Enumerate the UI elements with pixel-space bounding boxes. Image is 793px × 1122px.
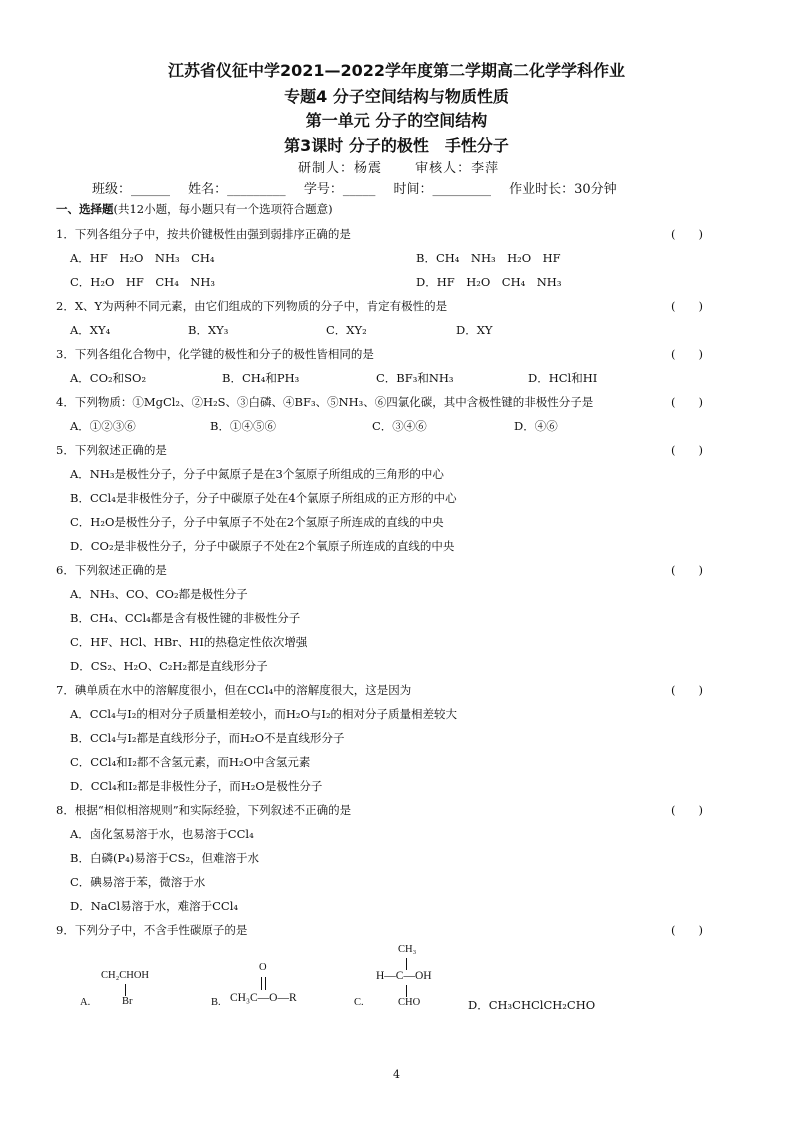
lesson-title: 第3课时 分子的极性 手性分子	[284, 136, 509, 155]
unit-title: 第一单元 分子的空间结构	[305, 111, 488, 130]
q6-option-c: C．HF、HCl、HBr、HI的热稳定性依次增强	[70, 635, 308, 649]
q9-option-a-label: A.	[80, 997, 91, 1008]
q4-option-c: C．③④⑥	[372, 419, 427, 433]
q6-option-b: B．CH₄、CCl₄都是含有极性键的非极性分子	[70, 611, 301, 625]
answer-paren-7[interactable]: ( )	[671, 683, 703, 697]
q2-option-d: D．XY	[456, 323, 493, 337]
q5-option-c: C．H₂O是极性分子，分子中氧原子不处在2个氢原子所连成的直线的中央	[70, 515, 444, 529]
q6-option-a: A．NH₃、CO、CO₂都是极性分子	[70, 587, 248, 601]
question-4-stem: 4．下列物质：①MgCl₂、②H₂S、③白磷、④BF₃、⑤NH₃、⑥四氯化碳，其中含极性键的非极性分子是	[56, 395, 594, 409]
name-field[interactable]: 姓名：_________	[188, 182, 286, 197]
section-label: 一、选择题	[56, 202, 114, 216]
author: 研制人：杨震	[298, 161, 383, 176]
school-title: 江苏省仪征中学2021—2022学年度第二学期高二化学学科作业	[167, 61, 626, 80]
answer-paren-8[interactable]: ( )	[671, 803, 703, 817]
q4-option-b: B．①④⑤⑥	[210, 419, 276, 433]
question-7-stem: 7．碘单质在水中的溶解度很小，但在CCl₄中的溶解度很大，这是因为	[56, 683, 412, 697]
id-field[interactable]: 学号：_____	[303, 182, 376, 197]
q1-option-b: B．CH₄ NH₃ H₂O HF	[416, 251, 561, 265]
q7-option-c: C．CCl₄和I₂都不含氢元素，而H₂O中含氢元素	[70, 755, 311, 769]
q9-option-c-bottom: CHO	[398, 997, 421, 1008]
q9-option-c-bond-bottom	[406, 985, 407, 997]
q9-option-a-bond	[125, 984, 126, 996]
q9-option-b-double-bond-left	[261, 977, 262, 990]
q9-option-c-middle: H—C—OH	[376, 970, 432, 982]
question-9-stem: 9．下列分子中，不含手性碳原子的是	[56, 923, 248, 937]
q8-option-a: A．卤化氢易溶于水，也易溶于CCl₄	[70, 827, 254, 841]
answer-paren-4[interactable]: ( )	[671, 395, 703, 409]
time-field[interactable]: 时间：_________	[393, 182, 491, 197]
question-8-stem: 8．根据“相似相溶规则”和实际经验，下列叙述不正确的是	[56, 803, 352, 817]
q9-option-c-label: C.	[354, 997, 364, 1008]
q9-option-d: D．CH₃CHClCH₂CHO	[468, 998, 596, 1012]
section-heading	[56, 201, 333, 217]
q9-option-a-substituent: Br	[122, 996, 133, 1007]
reviewer: 审核人：李萍	[415, 161, 500, 176]
q9-option-c-top: CH₃	[398, 944, 417, 955]
topic-title: 专题4 分子空间结构与物质性质	[284, 87, 509, 106]
q3-option-a: A．CO₂和SO₂	[70, 371, 147, 385]
q7-option-d: D．CCl₄和I₂都是非极性分子，而H₂O是极性分子	[70, 779, 323, 793]
q7-option-a: A．CCl₄与I₂的相对分子质量相差较小，而H₂O与I₂的相对分子质量相差较大	[70, 707, 458, 721]
q4-option-a: A．①②③⑥	[70, 419, 136, 433]
section-note: (共12小题，每小题只有一个选项符合题意)	[113, 202, 333, 216]
q9-option-a-chain: CH₂CHOH	[101, 970, 149, 981]
question-5-stem: 5．下列叙述正确的是	[56, 443, 167, 457]
answer-paren-5[interactable]: ( )	[671, 443, 703, 457]
q5-option-d: D．CO₂是非极性分子，分子中碳原子不处在2个氧原子所连成的直线的中央	[70, 539, 455, 553]
q3-option-b: B．CH₄和PH₃	[222, 371, 300, 385]
q6-option-d: D．CS₂、H₂O、C₂H₂都是直线形分子	[70, 659, 268, 673]
q9-option-b-double-bond-right	[265, 977, 266, 990]
q7-option-b: B．CCl₄与I₂都是直线形分子，而H₂O不是直线形分子	[70, 731, 345, 745]
class-field[interactable]: 班级：______	[92, 182, 171, 197]
question-2-stem: 2．X、Y为两种不同元素，由它们组成的下列物质的分子中，肯定有极性的是	[56, 299, 448, 313]
q1-option-c: C．H₂O HF CH₄ NH₃	[70, 275, 216, 289]
q2-option-b: B．XY₃	[188, 323, 229, 337]
answer-paren-1[interactable]: ( )	[671, 227, 703, 241]
q9-option-b-label: B.	[211, 997, 221, 1008]
q2-option-c: C．XY₂	[326, 323, 367, 337]
q9-option-c-bond-top	[406, 958, 407, 970]
q3-option-c: C．BF₃和NH₃	[376, 371, 454, 385]
q5-option-a: A．NH₃是极性分子，分子中氮原子是在3个氢原子所组成的三角形的中心	[70, 467, 444, 481]
student-info-line	[92, 178, 631, 197]
q1-option-a: A．HF H₂O NH₃ CH₄	[70, 251, 215, 265]
duration: 作业时长：30分钟	[509, 182, 617, 197]
q4-option-d: D．④⑥	[514, 419, 558, 433]
q8-option-d: D．NaCl易溶于水，难溶于CCl₄	[70, 899, 239, 913]
answer-paren-2[interactable]: ( )	[671, 299, 703, 313]
q3-option-d: D．HCl和HI	[528, 371, 598, 385]
authors-line	[298, 157, 527, 176]
page-number: 4	[393, 1068, 400, 1081]
q9-option-b-oxygen: O	[259, 962, 267, 973]
q1-option-d: D．HF H₂O CH₄ NH₃	[416, 275, 562, 289]
answer-paren-6[interactable]: ( )	[671, 563, 703, 577]
q9-option-b-chain: CH₃C—O—R	[230, 992, 297, 1004]
question-3-stem: 3．下列各组化合物中，化学键的极性和分子的极性皆相同的是	[56, 347, 374, 361]
answer-paren-3[interactable]: ( )	[671, 347, 703, 361]
q8-option-b: B．白磷(P₄)易溶于CS₂，但难溶于水	[70, 851, 260, 865]
question-6-stem: 6．下列叙述正确的是	[56, 563, 167, 577]
q2-option-a: A．XY₄	[70, 323, 111, 337]
question-1-stem: 1．下列各组分子中，按共价键极性由强到弱排序正确的是	[56, 227, 351, 241]
q8-option-c: C．碘易溶于苯，微溶于水	[70, 875, 206, 889]
q5-option-b: B．CCl₄是非极性分子，分子中碳原子处在4个氯原子所组成的正方形的中心	[70, 491, 457, 505]
answer-paren-9[interactable]: ( )	[671, 923, 703, 937]
